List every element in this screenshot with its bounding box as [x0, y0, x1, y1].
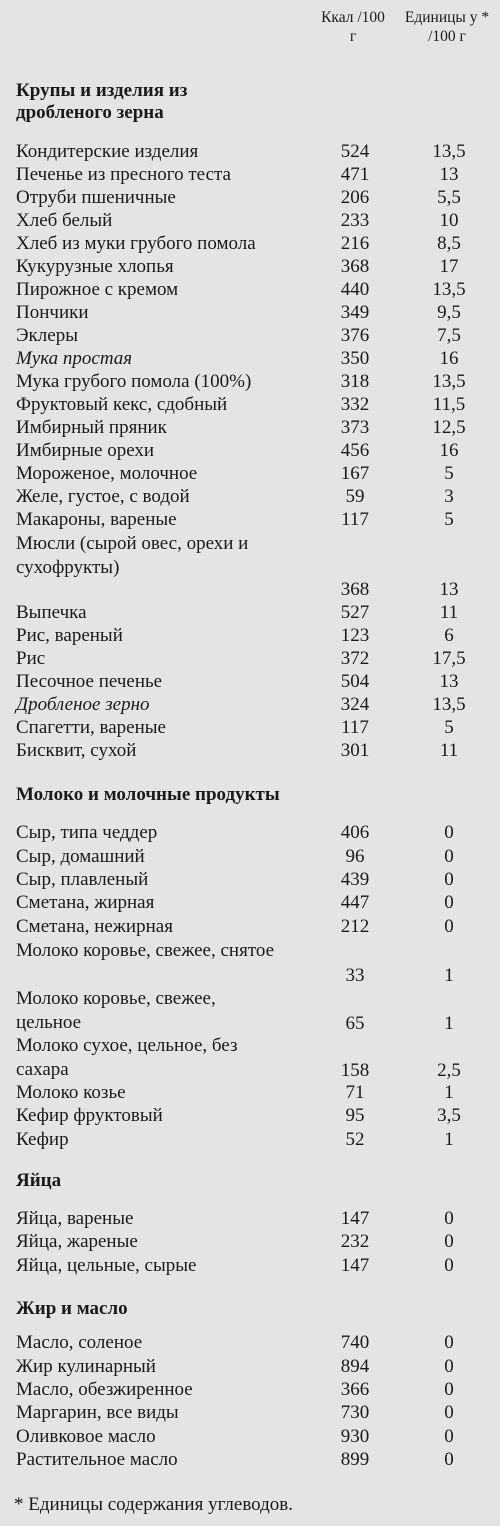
carb-units-value: 11	[439, 602, 459, 623]
kcal-value: 373	[340, 417, 370, 438]
food-name: Растительное масло	[16, 1449, 178, 1470]
kcal-value: 504	[340, 671, 370, 692]
carb-units-value: 0	[444, 1208, 454, 1229]
kcal-value: 301	[340, 740, 370, 761]
food-name: Пирожное с кремом	[16, 279, 179, 300]
food-name: Спагетти, вареные	[16, 717, 166, 738]
kcal-value: 232	[340, 1231, 370, 1252]
carb-units-value: 9,5	[437, 302, 461, 323]
kcal-value: 158	[340, 1060, 370, 1081]
food-name: Молоко коровье, свежее, цельное	[16, 988, 216, 1033]
food-name: Яйца, вареные	[16, 1208, 134, 1229]
food-name: Молоко сухое, цельное, без сахара	[16, 1035, 238, 1080]
carb-units-value: 0	[444, 1356, 454, 1377]
kcal-value: 899	[340, 1449, 370, 1470]
kcal-value: 527	[340, 602, 370, 623]
kcal-value: 324	[340, 694, 370, 715]
food-name: Мука простая	[16, 348, 133, 369]
food-name: Фруктовый кекс, сдобный	[16, 394, 228, 415]
kcal-value: 216	[340, 233, 370, 254]
carb-units-value: 0	[444, 1332, 454, 1353]
food-name: Желе, густое, с водой	[16, 486, 190, 507]
food-name: Сметана, жирная	[16, 892, 155, 913]
food-name: Масло, обезжиренное	[16, 1379, 193, 1400]
carb-units-value: 16	[439, 348, 459, 369]
carb-units-value: 7,5	[437, 325, 461, 346]
food-name: Яйца, жареные	[16, 1231, 138, 1252]
kcal-value: 524	[340, 141, 370, 162]
kcal-value: 350	[340, 348, 370, 369]
food-name: Кефир	[16, 1129, 69, 1150]
food-name: Рис, вареный	[16, 625, 123, 646]
food-name: Отруби пшеничные	[16, 187, 176, 208]
carb-units-value: 13	[439, 579, 459, 600]
kcal-value: 372	[340, 648, 370, 669]
carb-units-value: 11,5	[432, 394, 466, 415]
kcal-value: 206	[340, 187, 370, 208]
kcal-value: 456	[340, 440, 370, 461]
food-name: Сметана, нежирная	[16, 916, 173, 937]
carb-units-value: 1	[444, 1013, 454, 1034]
food-name: Рис	[16, 648, 46, 669]
carb-units-value: 2,5	[437, 1060, 461, 1081]
carb-units-value: 0	[444, 1379, 454, 1400]
carb-units-value: 11	[439, 740, 459, 761]
kcal-value: 52	[345, 1129, 365, 1150]
carb-units-value: 1	[444, 1082, 454, 1103]
food-name: Сыр, домашний	[16, 846, 145, 867]
food-name: Мюсли (сырой овес, орехи и сухофрукты)	[16, 533, 249, 578]
food-name: Выпечка	[16, 602, 87, 623]
kcal-value: 167	[340, 463, 370, 484]
carb-units-value: 0	[444, 822, 454, 843]
kcal-column-header: Ккал /100 г	[321, 9, 385, 45]
food-name: Бисквит, сухой	[16, 740, 137, 761]
kcal-value: 440	[340, 279, 370, 300]
carb-units-value: 5	[444, 463, 454, 484]
carb-units-value: 5	[444, 717, 454, 738]
kcal-value: 368	[340, 256, 370, 277]
food-name: Дробленое зерно	[16, 694, 150, 715]
food-name: Хлеб белый	[16, 210, 113, 231]
units-column-header: Единицы у * /100 г	[404, 9, 490, 45]
carb-units-value: 3	[444, 486, 454, 507]
carb-units-value: 6	[444, 625, 454, 646]
carb-units-value: 0	[444, 1255, 454, 1276]
carb-units-value: 8,5	[437, 233, 461, 254]
carb-units-value: 0	[444, 892, 454, 913]
kcal-value: 332	[340, 394, 370, 415]
footnote: * Единицы содержания углеводов.	[14, 1494, 294, 1515]
kcal-value: 930	[340, 1426, 370, 1447]
food-name: Эклеры	[16, 325, 78, 346]
kcal-value: 406	[340, 822, 370, 843]
kcal-value: 894	[340, 1356, 370, 1377]
carb-units-value: 13	[439, 671, 459, 692]
kcal-value: 318	[340, 371, 370, 392]
kcal-value: 439	[340, 869, 370, 890]
carb-units-value: 13	[439, 164, 459, 185]
kcal-value: 366	[340, 1379, 370, 1400]
food-name: Макароны, вареные	[16, 509, 177, 530]
food-name: Молоко козье	[16, 1082, 126, 1103]
food-name: Пончики	[16, 302, 89, 323]
food-name: Жир кулинарный	[16, 1356, 156, 1377]
food-name: Сыр, плавленый	[16, 869, 149, 890]
kcal-value: 368	[340, 579, 370, 600]
carb-units-value: 1	[444, 965, 454, 986]
kcal-value: 59	[345, 486, 365, 507]
food-name: Печенье из пресного теста	[16, 164, 231, 185]
kcal-value: 33	[345, 965, 365, 986]
kcal-value: 740	[340, 1332, 370, 1353]
carb-units-value: 0	[444, 916, 454, 937]
food-name: Молоко коровье, свежее, снятое	[16, 940, 275, 961]
section-title-dairy: Молоко и молочные продукты	[16, 784, 280, 805]
carb-units-value: 12,5	[432, 417, 466, 438]
kcal-value: 65	[345, 1013, 365, 1034]
carb-units-value: 0	[444, 1426, 454, 1447]
carb-units-value: 13,5	[432, 279, 466, 300]
carb-units-value: 13,5	[432, 371, 466, 392]
carb-units-value: 5	[444, 509, 454, 530]
carb-units-value: 1	[444, 1129, 454, 1150]
carb-units-value: 17,5	[432, 648, 466, 669]
kcal-value: 123	[340, 625, 370, 646]
food-name: Яйца, цельные, сырые	[16, 1255, 197, 1276]
kcal-value: 147	[340, 1208, 370, 1229]
carb-units-value: 0	[444, 1402, 454, 1423]
carb-units-value: 0	[444, 1231, 454, 1252]
food-name: Имбирные орехи	[16, 440, 155, 461]
carb-units-value: 13,5	[432, 694, 466, 715]
kcal-value: 471	[340, 164, 370, 185]
carb-units-value: 13,5	[432, 141, 466, 162]
section-title-fats: Жир и масло	[16, 1298, 128, 1319]
food-name: Мороженое, молочное	[16, 463, 198, 484]
carb-units-value: 0	[444, 846, 454, 867]
kcal-value: 117	[341, 509, 369, 530]
food-name: Хлеб из муки грубого помола	[16, 233, 256, 254]
food-name: Масло, соленое	[16, 1332, 143, 1353]
kcal-value: 730	[340, 1402, 370, 1423]
food-name: Имбирный пряник	[16, 417, 167, 438]
section-title-eggs: Яйца	[16, 1170, 62, 1191]
carb-units-value: 17	[439, 256, 459, 277]
food-name: Кондитерские изделия	[16, 141, 199, 162]
food-name: Кефир фруктовый	[16, 1105, 163, 1126]
kcal-value: 95	[345, 1105, 365, 1126]
carb-units-value: 0	[444, 869, 454, 890]
carb-units-value: 3,5	[437, 1105, 461, 1126]
food-name: Кукурузные хлопья	[16, 256, 174, 277]
kcal-value: 349	[340, 302, 370, 323]
carb-units-value: 16	[439, 440, 459, 461]
kcal-value: 96	[345, 846, 365, 867]
carb-units-value: 0	[444, 1449, 454, 1470]
kcal-value: 447	[340, 892, 370, 913]
kcal-value: 376	[340, 325, 370, 346]
section-title-grains: Крупы и изделия из дробленого зерна	[16, 80, 188, 123]
kcal-value: 71	[345, 1082, 365, 1103]
kcal-value: 233	[340, 210, 370, 231]
food-name: Оливковое масло	[16, 1426, 156, 1447]
carb-units-value: 5,5	[437, 187, 461, 208]
kcal-value: 117	[341, 717, 369, 738]
food-name: Песочное печенье	[16, 671, 163, 692]
carb-units-value: 10	[439, 210, 459, 231]
kcal-value: 212	[340, 916, 370, 937]
food-name: Маргарин, все виды	[16, 1402, 179, 1423]
food-name: Мука грубого помола (100%)	[16, 371, 252, 392]
food-name: Сыр, типа чеддер	[16, 822, 158, 843]
kcal-value: 147	[340, 1255, 370, 1276]
